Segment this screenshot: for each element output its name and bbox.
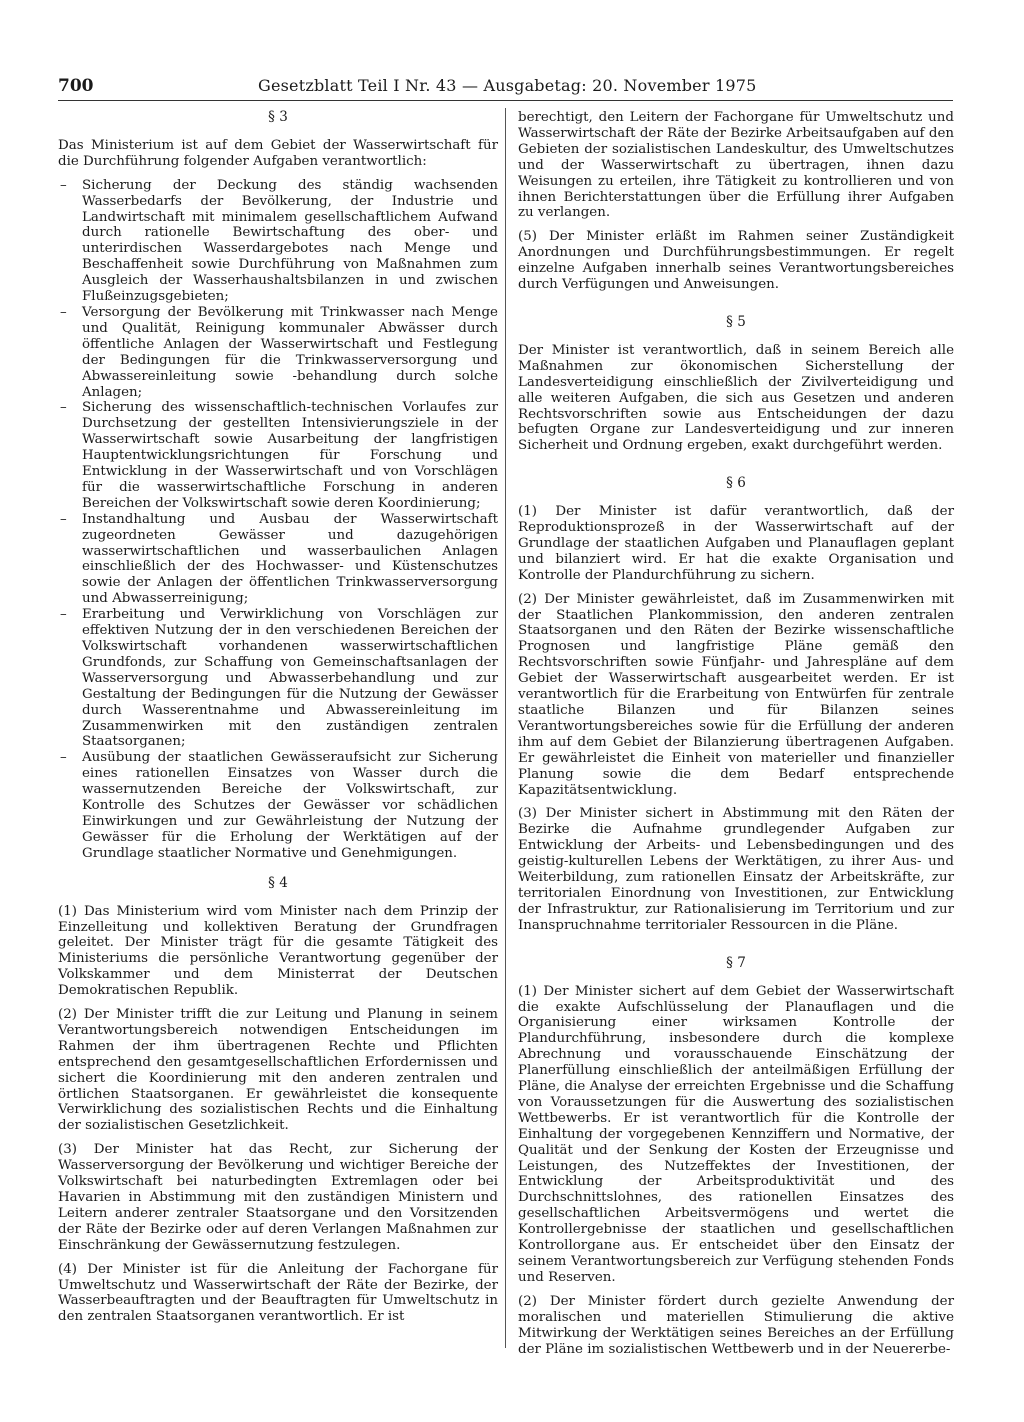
section-4-continuation: berechtigt, den Leitern der Fachorgane für Umweltschutz und Wasserwirtschaft der Räte der Bezirke Arbeitsaufgaben auf den Gebieten der sozialistischen Landeskultur, des Umweltschutzes und der Wasserwirtschaft zu übertragen, ihnen dazu Weisungen zu erteilen, ihre Tätigkeit zu kontrollieren und von ihnen Berichterstattungen über die Erfüllung ihrer Aufgaben zu verlangen.	[518, 110, 954, 221]
list-item: – Versorgung der Bevölkerung mit Trinkwasser nach Menge und Qualität, Reinigung kommunaler Abwässer durch öffentliche Anlagen der Wasserwirtschaft und Festlegung der Bedingungen für die Trinkwasserversorgung und Abwassereinleitung sowie -behandlung durch solche Anlagen;	[58, 305, 498, 400]
list-item: – Erarbeitung und Verwirklichung von Vorschlägen zur effektiven Nutzung der in den verschiedenen Bereichen der Volkswirtschaft vorhandenen wasserwirtschaftlichen Grundfonds, zur Schaffung von Gemeinschaftsanlagen der Wasserversorgung und Abwasserbehandlung und zur Gestaltung der Bedingungen für die Nutzung der Gewässer durch Wasserentnahme und Abwassereinleitung im Zusammenwirken mit den zuständigen zentralen Staatsorganen;	[58, 607, 498, 750]
header-title: Gesetzblatt Teil I Nr. 43 — Ausgabetag: 20. November 1975	[258, 76, 757, 95]
section-4-paragraph-1: (1) Das Ministerium wird vom Minister nach dem Prinzip der Einzelleitung und kollektiven Beratung der Grundfragen geleitet. Der Minister trägt für die gesamte Tätigkeit des Ministeriums die persönliche Verantwortung gegenüber der Volkskammer und dem Ministerrat der Deutschen Demokratischen Republik.	[58, 903, 498, 999]
list-item: – Sicherung des wissenschaftlich-technischen Vorlaufes zur Durchsetzung der gestellten Intensivierungsziele in der Wasserwirtschaft sowie Ausarbeitung der langfristigen Hauptentwicklungsrichtungen für Forschung und Entwicklung in der Wasserwirtschaft und von Vorschlägen für die wasserwirtschaftliche Forschung in anderen Bereichen der Volkswirtschaft sowie deren Koordinierung;	[58, 400, 498, 511]
section-4-paragraph-4: (4) Der Minister ist für die Anleitung der Fachorgane für Umweltschutz und Wasserwirtschaft der Räte der Bezirke, der Wasserbeauftragten und der Beauftragten für Umweltschutz in den zentralen Staatsorganen verantwortlich. Er ist	[58, 1261, 498, 1325]
header-rule	[58, 100, 953, 101]
page-number: 700	[58, 76, 94, 96]
section-3-heading: § 3	[268, 109, 288, 125]
section-6-heading: § 6	[726, 475, 746, 492]
section-4-paragraph-3: (3) Der Minister hat das Recht, zur Sicherung der Wasserversorgung der Bevölkerung und wichtiger Bereiche der Volkswirtschaft bei naturbedingten Extremlagen oder bei Havarien in Abstimmung mit den zuständigen Ministern und Leitern anderer zentraler Staatsorgane und den Vorsitzenden der Räte der Bezirke oder auf deren Verlangen Maßnahmen zur Einschränkung der Gewässernutzung festzulegen.	[58, 1142, 498, 1253]
list-item: – Sicherung der Deckung des ständig wachsenden Wasserbedarfs der Bevölkerung, der Industrie und Landwirtschaft mit minimalem gesellschaftlichem Aufwand durch rationelle Bewirtschaftung des ober- und unterirdischen Wasserdargebotes nach Menge und Beschaffenheit sowie Durchführung von Maßnahmen zum Ausgleich der Wasserhaushaltsbilanzen in und zwischen Flußeinzugsgebieten;	[58, 178, 498, 305]
section-7-paragraph-1: (1) Der Minister sichert auf dem Gebiet der Wasserwirtschaft die exakte Aufschlüsselung der Planauflagen und die Organisierung einer wirksamen Kontrolle der Plandurchführung, insbesondere durch die komplexe Abrechnung und vorausschauende Einschätzung der Planerfüllung einschließlich der anteilmäßigen Erfüllung der Pläne, die Analyse der erreichten Ergebnisse und die Schaffung von Voraussetzungen für die Auswertung des sozialistischen Wettbewerbs. Er ist verantwortlich für die Kontrolle der Einhaltung der vorgegebenen Kennziffern und Normative, der Qualität und der Senkung der Kosten der Erzeugnisse und Leistungen, des Nutzeffektes der Investitionen, der Entwicklung der Arbeitsproduktivität und des Durchschnittslohnes, des rationellen Einsatzes des gesellschaftlichen Arbeitsvermögens und wertet die Kontrollergebnisse der staatlichen und gesellschaftlichen Kontrollorgane aus. Er entscheidet über den Einsatz der seinem Verantwortungsbereich zur Verfügung stehenden Fonds und Reserven.	[518, 983, 954, 1285]
page-header	[58, 76, 953, 98]
section-3-list	[58, 178, 498, 862]
list-item: – Ausübung der staatlichen Gewässeraufsicht zur Sicherung eines rationellen Einsatzes von Wasser durch die wassernutzenden Bereiche der Volkswirtschaft, zur Kontrolle des Schutzes der Gewässer vor schädlichen Einwirkungen und zur Gewährleistung der Nutzung der Gewässer für die Erholung der Werktätigen auf der Grundlage staatlicher Normative und Genehmigungen.	[58, 750, 498, 861]
section-3-intro: Das Ministerium ist auf dem Gebiet der Wasserwirtschaft für die Durchführung folgender Aufgaben verantwortlich:	[58, 137, 498, 169]
section-4-paragraph-2: (2) Der Minister trifft die zur Leitung und Planung in seinem Verantwortungsbereich notwendigen Entscheidungen im Rahmen der ihm übertragenen Rechte und Pflichten entsprechend den gesamtgesellschaftlichen Erfordernissen und sichert die Koordinierung mit den anderen zentralen und örtlichen Staatsorganen. Er gewährleistet die konsequente Verwirklichung des sozialistischen Rechts und die Einhaltung der sozialistischen Gesetzlichkeit.	[58, 1007, 498, 1134]
section-4-heading: § 4	[268, 874, 288, 891]
section-5-heading: § 5	[726, 313, 746, 330]
list-item: – Instandhaltung und Ausbau der Wasserwirtschaft zugeordneten Gewässer und dazugehörigen wasserwirtschaftlichen und wasserbaulichen Anlagen einschließlich der des Hochwasser- und Küstenschutzes sowie der Anlagen der öffentlichen Trinkwasserversorgung und Abwasserreinigung;	[58, 512, 498, 607]
section-6-paragraph-2: (2) Der Minister gewährleistet, daß im Zusammenwirken mit der Staatlichen Plankommission, den anderen zentralen Staatsorganen und den Räten der Bezirke wissenschaftliche Prognosen und langfristige Pläne gemäß den Rechtsvorschriften sowie Fünfjahr- und Jahrespläne auf dem Gebiet der Wasserwirtschaft ausgearbeitet werden. Er ist verantwortlich für die Erarbeitung von Entwürfen für zentrale staatliche Bilanzen und für Bilanzen seines Verantwortungsbereiches sowie für die Erfüllung der anderen ihm auf dem Gebiet der Bilanzierung übertragenen Aufgaben. Er gewährleistet die Einheit von materieller und finanzieller Planung sowie die dem Bedarf entsprechende Kapazitätsentwicklung.	[518, 591, 954, 798]
section-7-heading: § 7	[726, 954, 746, 971]
right-column	[518, 110, 954, 1365]
column-divider	[505, 108, 506, 1348]
section-6-paragraph-1: (1) Der Minister ist dafür verantwortlich, daß der Reproduktionsprozeß in der Wasserwirtschaft auf der Grundlage der staatlichen Aufgaben und Planauflagen geplant und bilanziert wird. Er hat die exakte Organisation und Kontrolle der Plandurchführung zu sichern.	[518, 504, 954, 583]
section-4-paragraph-5: (5) Der Minister erläßt im Rahmen seiner Zuständigkeit Anordnungen und Durchführungsbestimmungen. Er regelt einzelne Aufgaben innerhalb seines Verantwortungsbereiches durch Verfügungen und Anweisungen.	[518, 229, 954, 293]
section-6-paragraph-3: (3) Der Minister sichert in Abstimmung mit den Räten der Bezirke die Aufnahme grundlegender Aufgaben zur Entwicklung der Arbeits- und Lebensbedingungen und des geistig-kulturellen Lebens der Werktätigen, zu ihrer Aus- und Weiterbildung, zum rationellen Einsatz der Arbeitskräfte, zur territorialen Einordnung von Investitionen, zur Entwicklung der Infrastruktur, zur Rationalisierung im Territorium und zur Inanspruchnahme territorialer Ressourcen in die Pläne.	[518, 806, 954, 933]
section-5-text: Der Minister ist verantwortlich, daß in seinem Bereich alle Maßnahmen zur ökonomischen Sicherstellung der Landesverteidigung einschließlich der Zivilverteidigung und alle weiteren Aufgaben, die sich aus Gesetzen und anderen Rechtsvorschriften sowie aus Entscheidungen der dazu befugten Organe zur Landesverteidigung und zur inneren Sicherheit und Ordnung ergeben, exakt durchgeführt werden.	[518, 342, 954, 454]
left-column	[58, 110, 498, 1333]
section-7-paragraph-2: (2) Der Minister fördert durch gezielte Anwendung der moralischen und materiellen Stimulierung die aktive Mitwirkung der Werktätigen seines Bereiches an der Erfüllung der Pläne im sozialistischen Wettbewerb und in der Neuererbe-	[518, 1293, 954, 1357]
